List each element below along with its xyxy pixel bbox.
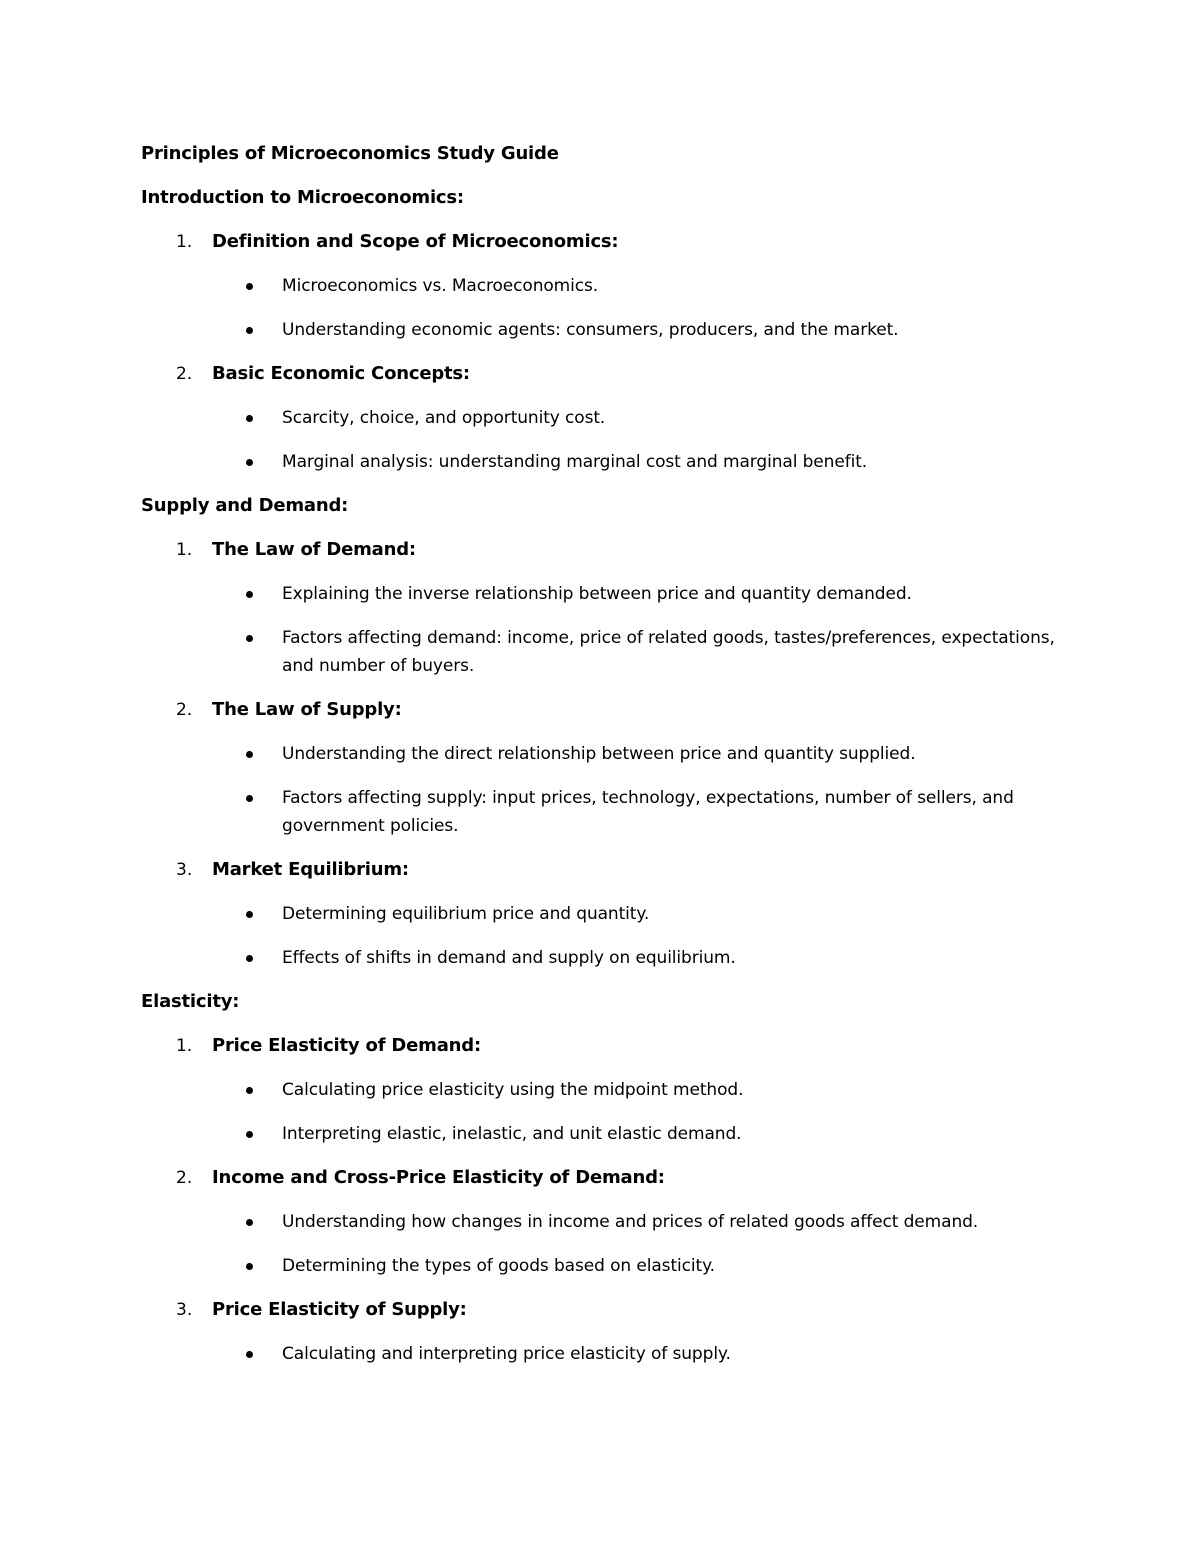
bullet-icon (246, 1087, 253, 1094)
bullet-text: Determining equilibrium price and quantity. (282, 904, 650, 924)
topic-item (141, 228, 1061, 344)
bullet-text: Calculating price elasticity using the midpoint method. (282, 1080, 744, 1100)
bullet-list (141, 1340, 1061, 1368)
section (141, 492, 1061, 972)
bullet-text: Understanding how changes in income and prices of related goods affect demand. (282, 1212, 979, 1232)
bullet-text: Marginal analysis: understanding marginal cost and marginal benefit. (282, 452, 868, 472)
bullet-list (141, 1076, 1061, 1148)
bullet-item (141, 784, 1061, 840)
bullet-text: Explaining the inverse relationship between price and quantity demanded. (282, 584, 912, 604)
bullet-icon (246, 1263, 253, 1270)
topic-number: 2. (176, 364, 193, 384)
topic-item (141, 1032, 1061, 1148)
bullet-text: Determining the types of goods based on elasticity. (282, 1256, 715, 1276)
topic-label: The Law of Supply: (212, 699, 402, 720)
topic-label: Income and Cross-Price Elasticity of Demand: (212, 1167, 665, 1188)
section-heading: Supply and Demand: (141, 495, 349, 516)
bullet-text: Effects of shifts in demand and supply on equilibrium. (282, 948, 736, 968)
topic-heading (141, 228, 1061, 256)
bullet-text: Scarcity, choice, and opportunity cost. (282, 408, 606, 428)
bullet-text: Interpreting elastic, inelastic, and unit elastic demand. (282, 1124, 742, 1144)
bullet-icon (246, 283, 253, 290)
topic-label: Price Elasticity of Demand: (212, 1035, 481, 1056)
bullet-icon (246, 1219, 253, 1226)
bullet-list (141, 404, 1061, 476)
topic-list (141, 536, 1061, 972)
bullet-item (141, 448, 1061, 476)
bullet-icon (246, 327, 253, 334)
topic-item (141, 536, 1061, 680)
bullet-list (141, 272, 1061, 344)
topic-number: 1. (176, 232, 193, 252)
bullet-icon (246, 795, 253, 802)
bullet-icon (246, 955, 253, 962)
bullet-icon (246, 751, 253, 758)
bullet-text: Factors affecting supply: input prices, technology, expectations, number of sellers, and government policies. (282, 788, 1014, 836)
topic-heading (141, 856, 1061, 884)
topic-heading (141, 1296, 1061, 1324)
bullet-item (141, 740, 1061, 768)
topic-number: 3. (176, 1300, 193, 1320)
document-page (141, 140, 1061, 1384)
topic-item (141, 1296, 1061, 1368)
document-title: Principles of Microeconomics Study Guide (141, 143, 559, 164)
section (141, 184, 1061, 476)
topic-number: 3. (176, 860, 193, 880)
bullet-icon (246, 591, 253, 598)
topic-heading (141, 696, 1061, 724)
bullet-text: Microeconomics vs. Macroeconomics. (282, 276, 599, 296)
bullet-item (141, 272, 1061, 300)
topic-item (141, 1164, 1061, 1280)
topic-label: Market Equilibrium: (212, 859, 409, 880)
bullet-item (141, 944, 1061, 972)
section (141, 988, 1061, 1368)
topic-number: 1. (176, 1036, 193, 1056)
topic-item (141, 696, 1061, 840)
topic-label: The Law of Demand: (212, 539, 416, 560)
bullet-icon (246, 635, 253, 642)
bullet-icon (246, 415, 253, 422)
bullet-item (141, 1252, 1061, 1280)
section-heading: Introduction to Microeconomics: (141, 187, 464, 208)
topic-list (141, 1032, 1061, 1368)
bullet-item (141, 900, 1061, 928)
topic-number: 2. (176, 1168, 193, 1188)
bullet-item (141, 1208, 1061, 1236)
bullet-list (141, 1208, 1061, 1280)
topic-item (141, 856, 1061, 972)
document-body (141, 184, 1061, 1368)
topic-item (141, 360, 1061, 476)
bullet-item (141, 624, 1061, 680)
bullet-icon (246, 1351, 253, 1358)
bullet-item (141, 580, 1061, 608)
bullet-text: Calculating and interpreting price elasticity of supply. (282, 1344, 731, 1364)
topic-label: Price Elasticity of Supply: (212, 1299, 467, 1320)
bullet-icon (246, 911, 253, 918)
topic-label: Definition and Scope of Microeconomics: (212, 231, 619, 252)
topic-list (141, 228, 1061, 476)
topic-heading (141, 360, 1061, 388)
topic-number: 2. (176, 700, 193, 720)
bullet-item (141, 1076, 1061, 1104)
bullet-list (141, 900, 1061, 972)
topic-heading (141, 1164, 1061, 1192)
bullet-item (141, 1340, 1061, 1368)
bullet-list (141, 740, 1061, 840)
topic-number: 1. (176, 540, 193, 560)
bullet-text: Understanding the direct relationship between price and quantity supplied. (282, 744, 916, 764)
bullet-list (141, 580, 1061, 680)
bullet-icon (246, 1131, 253, 1138)
bullet-item (141, 1120, 1061, 1148)
bullet-text: Factors affecting demand: income, price of related goods, tastes/preferences, expectations, and number of buyers. (282, 628, 1055, 676)
bullet-text: Understanding economic agents: consumers, producers, and the market. (282, 320, 899, 340)
section-heading: Elasticity: (141, 991, 240, 1012)
topic-heading (141, 536, 1061, 564)
topic-heading (141, 1032, 1061, 1060)
bullet-item (141, 316, 1061, 344)
topic-label: Basic Economic Concepts: (212, 363, 470, 384)
bullet-item (141, 404, 1061, 432)
bullet-icon (246, 459, 253, 466)
